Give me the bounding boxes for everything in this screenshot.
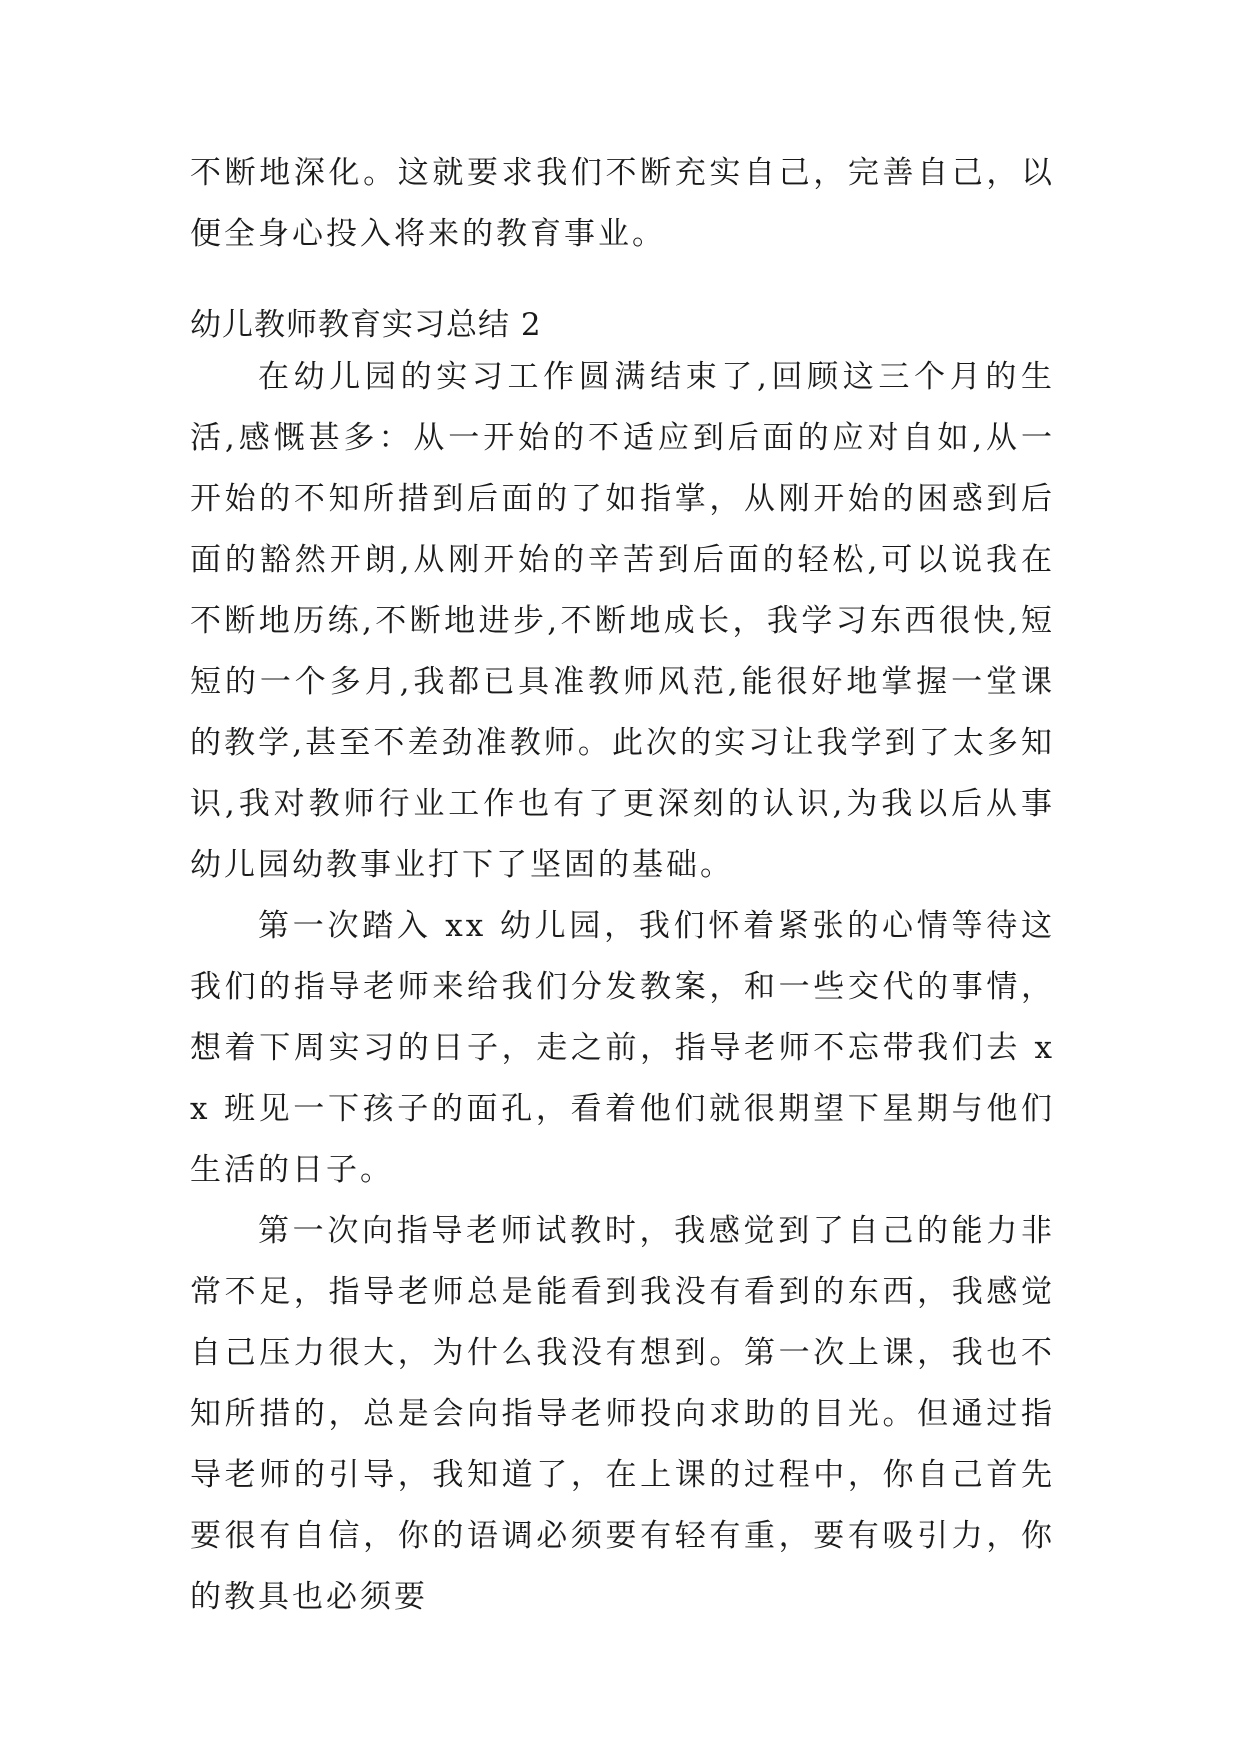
body-paragraph-1: 在幼儿园的实习工作圆满结束了,回顾这三个月的生活,感慨甚多：从一开始的不适应到后面的应对自如,从一开始的不知所措到后面的了如指掌，从刚开始的困惑到后面的豁然开朗,从刚开始的辛苦到后面的轻松,可以说我在不断地历练,不断地进步,不断地成长，我学习东西很快,短短的一个多月,我都已具准教师风范,能很好地掌握一堂课的教学,甚至不差劲准教师。此次的实习让我学到了太多知识,我对教师行业工作也有了更深刻的认识,为我以后从事幼儿园幼教事业打下了坚固的基础。 [190, 359, 1055, 883]
top-paragraph-block [190, 143, 1055, 265]
body-paragraph-2: 第一次踏入 xx 幼儿园，我们怀着紧张的心情等待这我们的指导老师来给我们分发教案，和一些交代的事情，想着下周实习的日子，走之前，指导老师不忘带我们去 xx 班见一下孩子的面孔，看着他们就很期望下星期与他们生活的日子。 [190, 908, 1055, 1188]
body-paragraph-1-block [190, 347, 1055, 896]
section-title: 幼儿教师教育实习总结 2 [190, 307, 542, 343]
body-paragraph-3: 第一次向指导老师试教时，我感觉到了自己的能力非常不足，指导老师总是能看到我没有看到的东西，我感觉自己压力很大，为什么我没有想到。第一次上课，我也不知所措的，总是会向指导老师投向求助的目光。但通过指导老师的引导，我知道了，在上课的过程中，你自己首先要很有自信，你的语调必须要有轻有重，要有吸引力，你的教具也必须要 [190, 1213, 1055, 1615]
top-paragraph: 不断地深化。这就要求我们不断充实自己，完善自己，以便全身心投入将来的教育事业。 [190, 155, 1055, 252]
body-paragraph-3-block [190, 1201, 1055, 1628]
body-paragraph-2-block [190, 896, 1055, 1201]
